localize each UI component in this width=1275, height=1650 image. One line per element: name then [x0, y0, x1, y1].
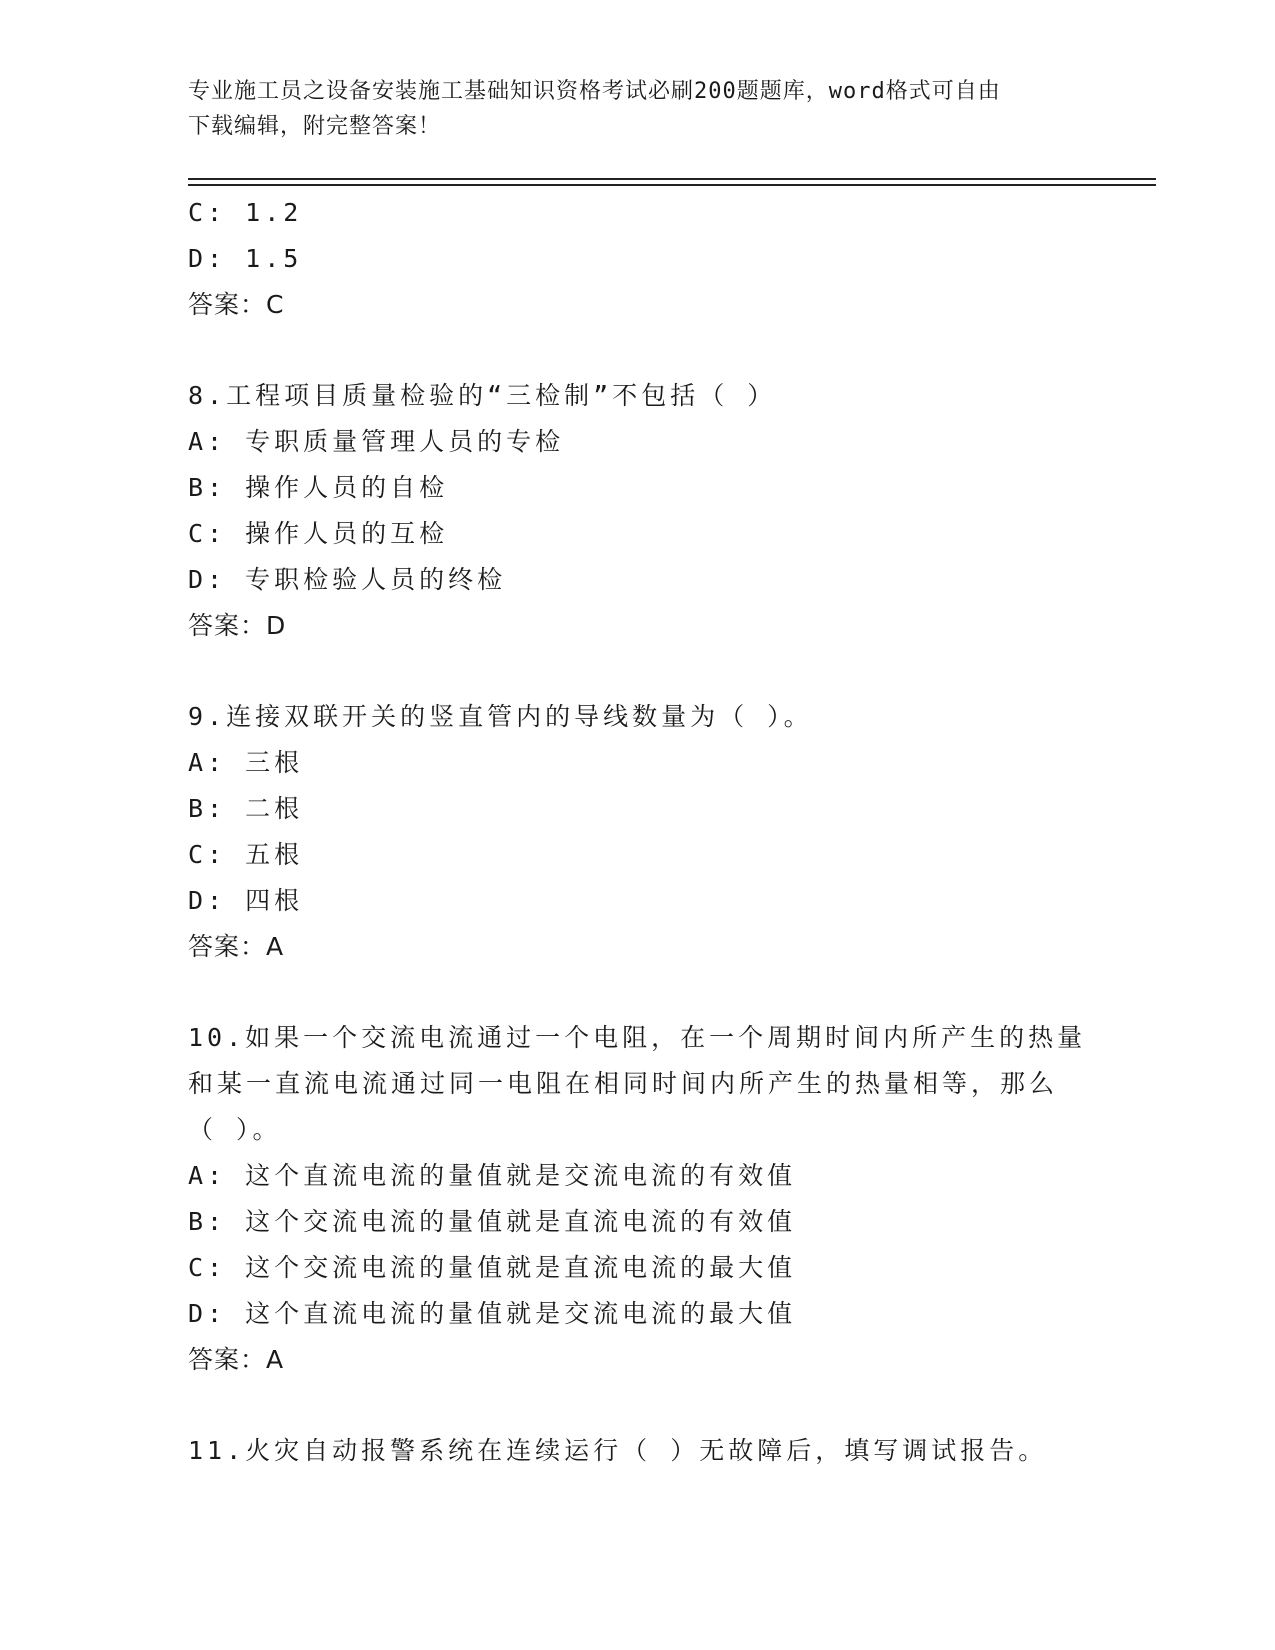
option-d: D: 1.5: [188, 244, 303, 273]
option-d: D: 这个直流电流的量值就是交流电流的最大值: [188, 1299, 797, 1328]
header-title-line-1: 专业施工员之设备安装施工基础知识资格考试必刷200题题库，word格式可自由: [188, 79, 1001, 104]
answer: 答案：C: [188, 290, 285, 319]
option-c: C: 这个交流电流的量值就是直流电流的最大值: [188, 1253, 797, 1282]
question-block-10: [188, 1015, 1088, 1383]
spacer: [188, 649, 1088, 694]
header-title-line-2: 下载编辑，附完整答案！: [188, 114, 442, 139]
answer: 答案：A: [188, 932, 285, 961]
option-c: C: 五根: [188, 840, 304, 869]
question-block-11: [188, 1428, 1088, 1474]
spacer: [188, 328, 1088, 373]
question-text-line-3: （ ）。: [188, 1115, 282, 1144]
answer: 答案：A: [188, 1345, 285, 1374]
option-a: A: 专职质量管理人员的专检: [188, 427, 565, 456]
option-c: C: 操作人员的互检: [188, 519, 449, 548]
question-block-prev: [188, 190, 1088, 328]
header-divider-bottom: [188, 184, 1156, 186]
option-c: C: 1.2: [188, 198, 303, 227]
question-text: 8.工程项目质量检验的“三检制”不包括（ ）: [188, 381, 777, 410]
option-d: D: 四根: [188, 886, 304, 915]
spacer: [188, 970, 1088, 1015]
option-a: A: 三根: [188, 748, 304, 777]
option-b: B: 操作人员的自检: [188, 473, 449, 502]
question-block-8: [188, 373, 1088, 649]
option-b: B: 这个交流电流的量值就是直流电流的有效值: [188, 1207, 797, 1236]
option-d: D: 专职检验人员的终检: [188, 565, 507, 594]
question-text-line-1: 10.如果一个交流电流通过一个电阻，在一个周期时间内所产生的热量: [188, 1023, 1087, 1052]
question-list: [188, 190, 1088, 1474]
spacer: [188, 1383, 1088, 1428]
question-text: 9.连接双联开关的竖直管内的导线数量为（ ）。: [188, 702, 813, 731]
option-a: A: 这个直流电流的量值就是交流电流的有效值: [188, 1161, 797, 1190]
document-header: [188, 74, 1088, 144]
option-b: B: 二根: [188, 794, 304, 823]
answer: 答案：D: [188, 611, 287, 640]
question-text: 11.火灾自动报警系统在连续运行（ ）无故障后，填写调试报告。: [188, 1436, 1048, 1465]
question-text-line-2: 和某一直流电流通过同一电阻在相同时间内所产生的热量相等，那么: [188, 1069, 1059, 1098]
header-divider-top: [188, 178, 1156, 180]
question-block-9: [188, 694, 1088, 970]
